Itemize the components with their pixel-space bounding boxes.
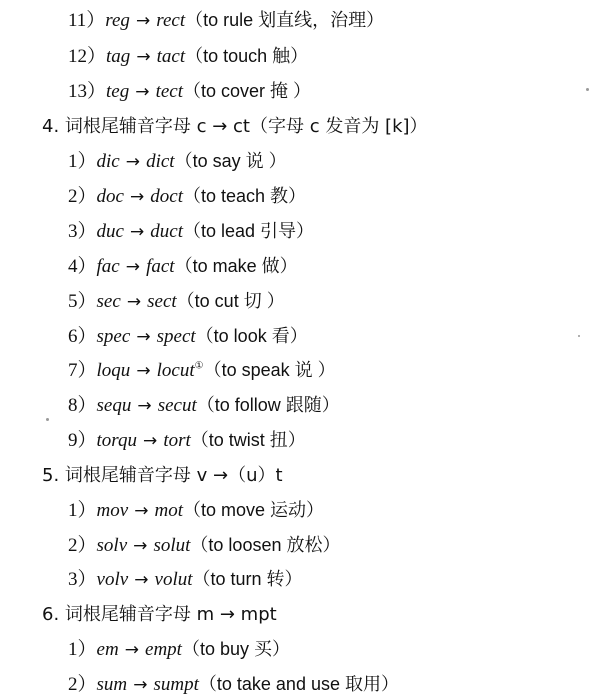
transform-arrow: →: [125, 152, 141, 172]
entry-number: 8）: [68, 395, 97, 416]
root-entry: [68, 219, 314, 244]
root-variant: sumpt: [153, 674, 199, 695]
root-meaning: （to look 看）: [195, 326, 308, 346]
scan-speck: [46, 418, 49, 421]
transform-arrow: →: [130, 187, 145, 207]
root-entry: [68, 567, 303, 592]
transform-arrow: →: [135, 82, 150, 102]
root-variant: tact: [156, 46, 186, 67]
root-variant: solut: [153, 535, 191, 556]
root-entry: [68, 184, 306, 209]
entry-number: 9）: [68, 430, 97, 451]
root-entry: [68, 358, 336, 383]
transform-arrow: →: [137, 396, 152, 416]
root-meaning: （to rule 划直线，治理）: [185, 10, 385, 30]
root-variant: rect: [156, 10, 186, 31]
root-meaning: （to cover 掩 ）: [183, 81, 312, 101]
root-variant: fact: [146, 256, 175, 277]
root-original: duc: [96, 221, 124, 242]
entry-number: 3）: [68, 569, 97, 590]
root-meaning: （to loosen 放松）: [190, 535, 341, 555]
section-heading-text: 5. 词根尾辅音字母 v →（u）t: [42, 465, 283, 486]
transform-arrow: →: [125, 257, 141, 277]
root-original: teg: [106, 81, 130, 102]
entry-number: 1）: [68, 639, 97, 660]
scan-speck: [578, 335, 580, 337]
root-original: spec: [96, 326, 131, 347]
root-variant: doct: [150, 186, 184, 207]
root-entry: [68, 428, 306, 453]
transform-arrow: →: [136, 47, 151, 67]
root-entry: [68, 498, 324, 523]
root-meaning: （to say 说 ）: [174, 151, 287, 171]
root-meaning: （to take and use 取用）: [198, 674, 399, 694]
transform-arrow: →: [136, 327, 151, 347]
entry-number: 1）: [68, 500, 97, 521]
root-meaning: （to move 运动）: [183, 500, 325, 520]
root-meaning: （to speak 说 ）: [203, 360, 336, 380]
entry-number: 12）: [68, 46, 107, 67]
transform-arrow: →: [133, 675, 148, 695]
root-variant: duct: [150, 221, 184, 242]
scan-speck: [586, 88, 589, 91]
root-entry: [68, 254, 298, 279]
section-heading-text: 4. 词根尾辅音字母 c → ct（字母 c 发音为 [k]）: [42, 116, 428, 137]
root-entry: [68, 324, 308, 349]
entry-number: 7）: [68, 360, 97, 381]
transform-arrow: →: [143, 431, 158, 451]
root-variant: volut: [154, 569, 193, 590]
root-entry: [68, 672, 399, 697]
root-original: sequ: [96, 395, 132, 416]
root-entry: [68, 44, 308, 69]
section-heading: [42, 114, 428, 139]
footnote-marker: ①: [194, 360, 204, 372]
root-entry: [68, 8, 384, 33]
entry-number: 4）: [68, 256, 97, 277]
entry-number: 11）: [68, 10, 106, 31]
root-original: mov: [96, 500, 129, 521]
root-original: tag: [106, 46, 131, 67]
root-variant: empt: [145, 639, 182, 660]
root-variant: mot: [154, 500, 184, 521]
root-meaning: （to follow 跟随）: [196, 395, 340, 415]
transform-arrow: →: [126, 292, 142, 312]
transform-arrow: →: [133, 536, 148, 556]
entry-number: 2）: [68, 674, 97, 695]
transform-arrow: →: [134, 570, 149, 590]
section-heading: [42, 463, 283, 488]
root-original: doc: [96, 186, 124, 207]
entry-number: 1）: [68, 151, 97, 172]
root-meaning: （to buy 买）: [181, 639, 290, 659]
transform-arrow: →: [130, 222, 145, 242]
root-variant: dict: [146, 151, 175, 172]
entry-number: 2）: [68, 186, 97, 207]
root-variant: locut: [156, 360, 195, 381]
root-meaning: （to cut 切 ）: [176, 291, 285, 311]
section-heading-text: 6. 词根尾辅音字母 m → mpt: [42, 604, 277, 625]
entry-number: 5）: [68, 291, 97, 312]
root-entry: [68, 289, 285, 314]
root-original: reg: [105, 10, 130, 31]
transform-arrow: →: [134, 501, 149, 521]
root-meaning: （to teach 教）: [183, 186, 307, 206]
root-entry: [68, 149, 287, 174]
root-variant: secut: [157, 395, 197, 416]
root-variant: tect: [155, 81, 184, 102]
entry-number: 6）: [68, 326, 97, 347]
root-entry: [68, 533, 340, 558]
root-original: sum: [96, 674, 128, 695]
entry-number: 2）: [68, 535, 97, 556]
root-meaning: （to lead 引导）: [183, 221, 315, 241]
root-original: fac: [96, 256, 120, 277]
root-original: sec: [96, 291, 121, 312]
transform-arrow: →: [124, 640, 139, 660]
root-meaning: （to twist 扭）: [190, 430, 306, 450]
transform-arrow: →: [135, 11, 151, 31]
root-original: loqu: [96, 360, 131, 381]
root-entry: [68, 393, 340, 418]
root-variant: sect: [147, 291, 177, 312]
root-original: solv: [96, 535, 128, 556]
root-entry: [68, 637, 290, 662]
root-meaning: （to touch 触）: [185, 46, 309, 66]
entry-number: 3）: [68, 221, 97, 242]
root-meaning: （to turn 转）: [192, 569, 303, 589]
entry-number: 13）: [68, 81, 107, 102]
root-variant: spect: [156, 326, 196, 347]
transform-arrow: →: [136, 361, 151, 381]
root-variant: tort: [163, 430, 191, 451]
root-original: em: [96, 639, 119, 660]
section-heading: [42, 602, 277, 627]
root-meaning: （to make 做）: [174, 256, 298, 276]
root-entry: [68, 79, 311, 104]
root-original: torqu: [96, 430, 137, 451]
root-original: volv: [96, 569, 129, 590]
root-original: dic: [96, 151, 120, 172]
